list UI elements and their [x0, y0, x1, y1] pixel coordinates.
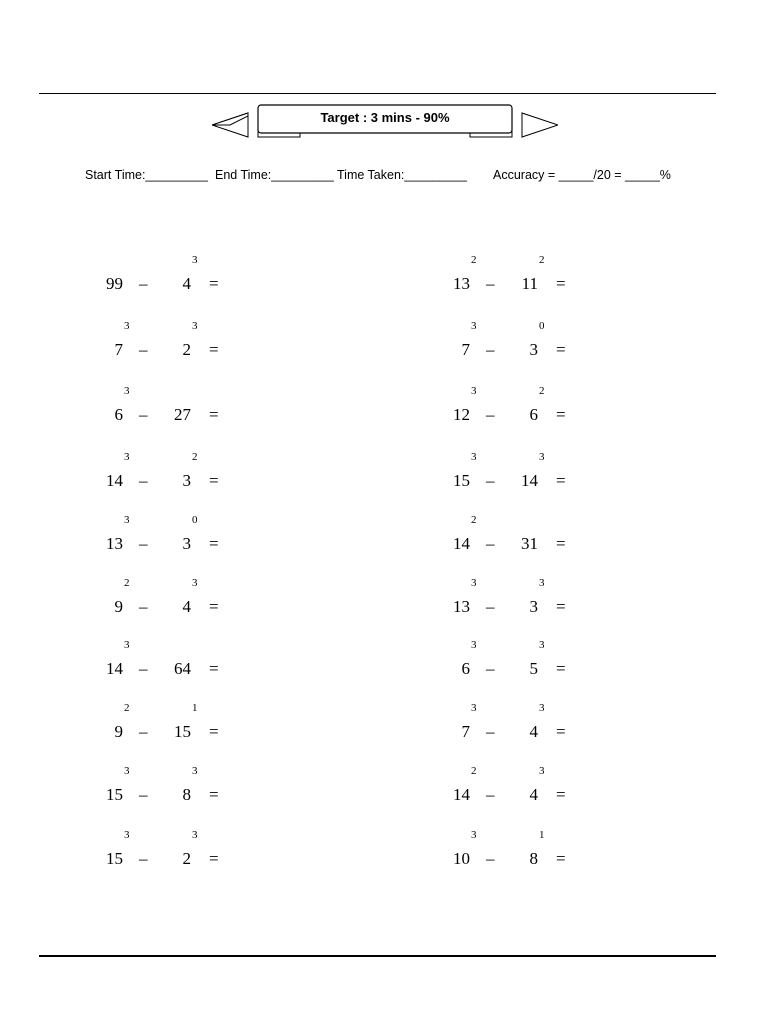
exponent-1: 2	[124, 577, 130, 589]
problem-item	[440, 254, 640, 294]
equals-sign: =	[209, 597, 219, 616]
exponent-1: 2	[471, 254, 477, 266]
equals-sign: =	[209, 534, 219, 553]
equals-sign: =	[209, 659, 219, 678]
minus-sign: –	[139, 534, 148, 553]
exponent-1: 3	[124, 639, 130, 651]
base-2: 2	[182, 340, 191, 359]
minus-sign: –	[139, 597, 148, 616]
problem-item	[440, 639, 640, 679]
exponent-2: 0	[539, 320, 545, 332]
target-text: Target : 3 mins - 90%	[320, 110, 450, 125]
equals-sign: =	[556, 597, 566, 616]
minus-sign: –	[486, 722, 495, 741]
top-rule	[39, 93, 716, 94]
problem-item	[93, 514, 293, 554]
equals-sign: =	[209, 849, 219, 868]
base-2: 4	[529, 785, 538, 804]
problem-item	[93, 254, 293, 294]
exponent-1: 3	[471, 639, 477, 651]
minus-sign: –	[139, 340, 148, 359]
equals-sign: =	[556, 340, 566, 359]
equals-sign: =	[556, 405, 566, 424]
exponent-2: 3	[539, 639, 545, 651]
equals-sign: =	[556, 785, 566, 804]
minus-sign: –	[486, 597, 495, 616]
base-1: 12	[453, 405, 470, 424]
problem-item	[93, 639, 293, 679]
minus-sign: –	[139, 785, 148, 804]
minus-sign: –	[486, 659, 495, 678]
base-1: 7	[114, 340, 123, 359]
minus-sign: –	[139, 722, 148, 741]
time-taken-field: Time Taken:_________	[337, 168, 467, 182]
base-1: 10	[453, 849, 470, 868]
base-1: 14	[453, 785, 470, 804]
exponent-1: 3	[471, 829, 477, 841]
exponent-2: 3	[192, 577, 198, 589]
exponent-2: 2	[192, 451, 198, 463]
base-1: 9	[114, 722, 123, 741]
minus-sign: –	[486, 340, 495, 359]
exponent-2: 1	[192, 702, 198, 714]
problem-item	[440, 451, 640, 491]
minus-sign: –	[486, 405, 495, 424]
exponent-1: 2	[471, 514, 477, 526]
problem-item	[93, 702, 293, 742]
exponent-2: 3	[539, 765, 545, 777]
base-2: 27	[174, 405, 191, 424]
exponent-2: 3	[192, 254, 198, 266]
base-1: 15	[106, 785, 123, 804]
minus-sign: –	[486, 849, 495, 868]
base-2: 3	[182, 534, 191, 553]
equals-sign: =	[209, 405, 219, 424]
problem-item	[440, 320, 640, 360]
problem-item	[440, 765, 640, 805]
exponent-2: 2	[539, 254, 545, 266]
base-2: 4	[182, 597, 191, 616]
exponent-1: 3	[471, 385, 477, 397]
base-1: 15	[453, 471, 470, 490]
equals-sign: =	[556, 534, 566, 553]
start-time-field: Start Time:_________	[85, 168, 208, 182]
minus-sign: –	[139, 659, 148, 678]
base-1: 13	[453, 597, 470, 616]
base-2: 8	[529, 849, 538, 868]
exponent-2: 1	[539, 829, 545, 841]
exponent-1: 3	[471, 577, 477, 589]
problem-item	[93, 829, 293, 869]
problem-item	[440, 577, 640, 617]
accuracy-field: Accuracy = _____/20 = _____%	[493, 168, 671, 182]
exponent-1: 3	[124, 451, 130, 463]
base-2: 15	[174, 722, 191, 741]
base-2: 11	[521, 274, 538, 293]
minus-sign: –	[139, 274, 148, 293]
base-1: 99	[106, 274, 123, 293]
exponent-2: 3	[192, 320, 198, 332]
base-1: 14	[106, 659, 123, 678]
base-1: 14	[453, 534, 470, 553]
minus-sign: –	[486, 274, 495, 293]
base-1: 14	[106, 471, 123, 490]
problem-item	[93, 451, 293, 491]
problem-item	[93, 385, 293, 425]
exponent-1: 3	[471, 451, 477, 463]
base-2: 3	[529, 340, 538, 359]
base-2: 6	[529, 405, 538, 424]
minus-sign: –	[139, 849, 148, 868]
base-1: 13	[106, 534, 123, 553]
minus-sign: –	[139, 405, 148, 424]
base-2: 2	[182, 849, 191, 868]
base-2: 8	[182, 785, 191, 804]
problem-item	[440, 702, 640, 742]
equals-sign: =	[556, 849, 566, 868]
exponent-1: 3	[124, 765, 130, 777]
exponent-2: 3	[192, 765, 198, 777]
exponent-2: 3	[539, 577, 545, 589]
equals-sign: =	[556, 471, 566, 490]
exponent-1: 3	[124, 514, 130, 526]
target-banner	[212, 103, 558, 139]
equals-sign: =	[209, 340, 219, 359]
problem-item	[93, 320, 293, 360]
exponent-2: 3	[192, 829, 198, 841]
base-1: 6	[461, 659, 470, 678]
base-2: 4	[182, 274, 191, 293]
equals-sign: =	[209, 722, 219, 741]
problem-item	[93, 577, 293, 617]
exponent-1: 3	[471, 702, 477, 714]
base-2: 14	[521, 471, 538, 490]
problem-item	[440, 514, 640, 554]
equals-sign: =	[209, 471, 219, 490]
base-2: 4	[529, 722, 538, 741]
exponent-1: 2	[124, 702, 130, 714]
minus-sign: –	[486, 471, 495, 490]
base-1: 15	[106, 849, 123, 868]
exponent-1: 3	[124, 320, 130, 332]
base-1: 6	[114, 405, 123, 424]
minus-sign: –	[486, 785, 495, 804]
end-time-field: End Time:_________	[215, 168, 334, 182]
exponent-2: 3	[539, 702, 545, 714]
bottom-rule	[39, 955, 716, 957]
base-2: 31	[521, 534, 538, 553]
base-2: 3	[529, 597, 538, 616]
exponent-1: 2	[471, 765, 477, 777]
equals-sign: =	[556, 722, 566, 741]
equals-sign: =	[556, 659, 566, 678]
base-1: 7	[461, 722, 470, 741]
exponent-2: 2	[539, 385, 545, 397]
equals-sign: =	[556, 274, 566, 293]
exponent-1: 3	[124, 829, 130, 841]
base-2: 5	[529, 659, 538, 678]
exponent-2: 3	[539, 451, 545, 463]
exponent-1: 3	[471, 320, 477, 332]
exponent-2: 0	[192, 514, 198, 526]
base-1: 13	[453, 274, 470, 293]
problem-item	[440, 385, 640, 425]
base-1: 7	[461, 340, 470, 359]
equals-sign: =	[209, 785, 219, 804]
problem-item	[93, 765, 293, 805]
base-1: 9	[114, 597, 123, 616]
problem-item	[440, 829, 640, 869]
minus-sign: –	[139, 471, 148, 490]
equals-sign: =	[209, 274, 219, 293]
exponent-1: 3	[124, 385, 130, 397]
base-2: 64	[174, 659, 191, 678]
base-2: 3	[182, 471, 191, 490]
minus-sign: –	[486, 534, 495, 553]
